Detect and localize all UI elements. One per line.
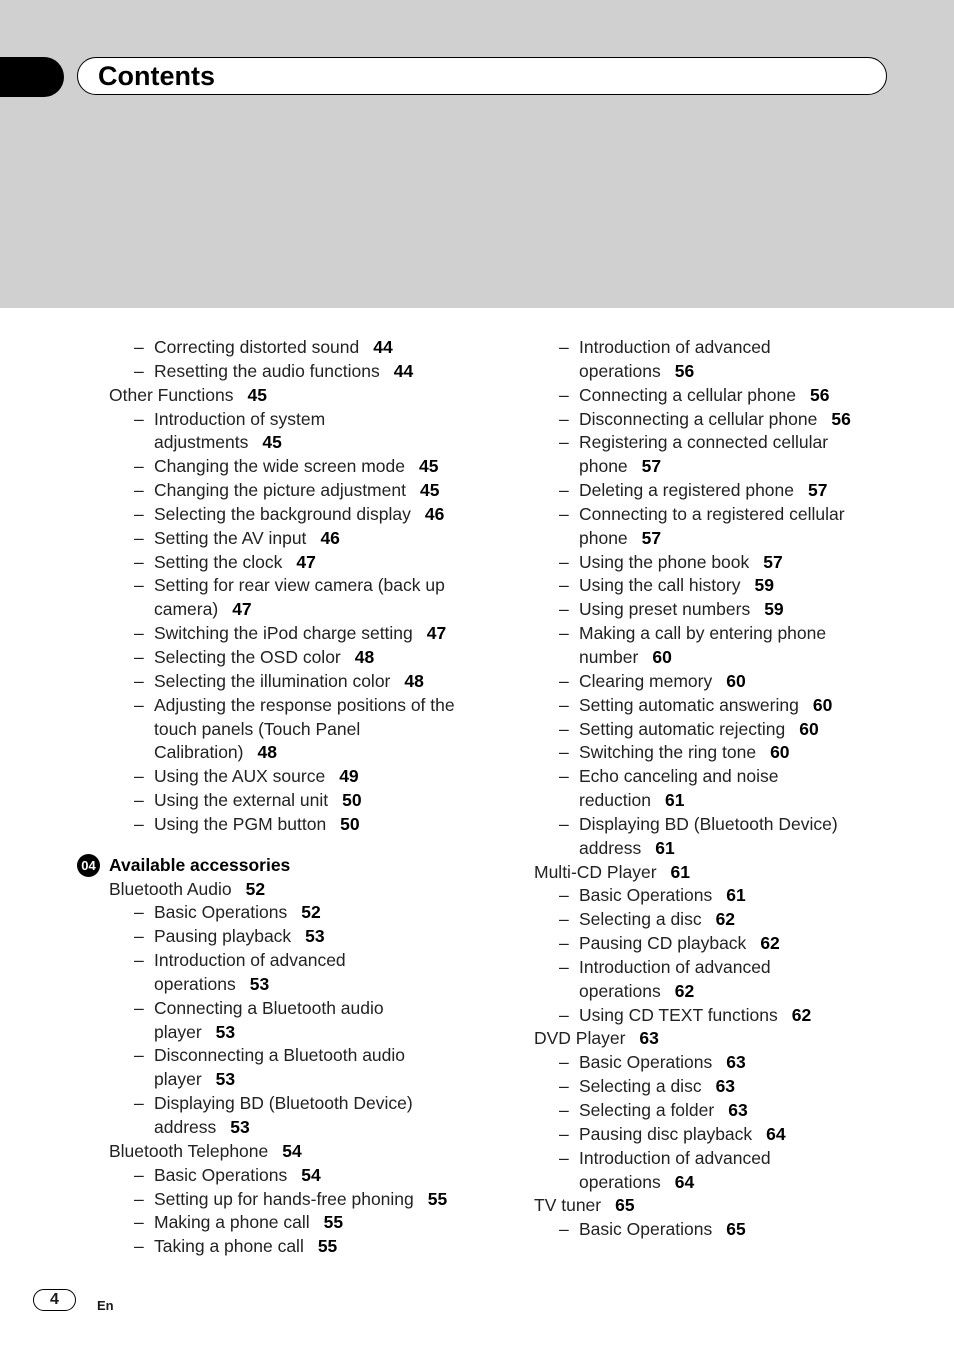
dash-marker: – — [134, 1045, 144, 1066]
toc-page-number: 50 — [342, 790, 362, 811]
toc-entry-label: Bluetooth Telephone — [109, 1140, 269, 1161]
toc-subentry[interactable] — [534, 574, 934, 598]
toc-entry-label: Using the PGM button — [154, 813, 327, 834]
toc-subentry[interactable] — [534, 837, 934, 861]
toc-entry[interactable] — [534, 1027, 934, 1051]
toc-page-number: 57 — [641, 456, 662, 477]
dash-marker: – — [134, 1164, 144, 1185]
toc-entry-label: adjustments — [154, 432, 249, 453]
toc-entry-label: Basic Operations — [579, 885, 713, 906]
dash-marker: – — [559, 813, 569, 834]
dash-marker: – — [134, 670, 144, 691]
toc-entry-label: operations — [579, 980, 661, 1001]
toc-page-number: 47 — [426, 623, 447, 644]
toc-entry-label: Correcting distorted sound — [154, 337, 360, 357]
toc-entry-label: Changing the picture adjustment — [154, 480, 406, 501]
toc-entry-label: Calibration) — [154, 742, 244, 763]
toc-page-number: 56 — [674, 360, 695, 381]
toc-page-number: 63 — [726, 1052, 746, 1073]
toc-entry-label: Setting automatic rejecting — [579, 718, 786, 739]
dash-marker: – — [134, 1212, 144, 1233]
dash-marker: – — [134, 337, 144, 357]
toc-subentry[interactable] — [534, 384, 934, 408]
toc-entry-label: Disconnecting a cellular phone — [579, 408, 818, 429]
toc-subentry[interactable] — [534, 1218, 934, 1242]
toc-subentry[interactable] — [109, 973, 529, 997]
toc-page-number: 49 — [339, 766, 359, 787]
toc-subentry[interactable] — [534, 1051, 934, 1075]
toc-subentry[interactable] — [109, 503, 529, 527]
dash-marker: – — [559, 432, 569, 453]
dash-marker: – — [134, 360, 144, 381]
toc-subentry[interactable] — [109, 670, 529, 694]
toc-page-number: 62 — [674, 980, 695, 1001]
toc-page-number: 60 — [726, 670, 746, 691]
toc-subentry[interactable] — [534, 741, 934, 765]
dash-marker: – — [134, 551, 144, 572]
toc-subentry[interactable] — [534, 551, 934, 575]
dash-marker: – — [134, 480, 144, 501]
toc-entry-label: Introduction of system — [154, 408, 326, 429]
toc-entry-label: Echo canceling and noise — [579, 766, 779, 787]
dash-marker: – — [559, 337, 569, 357]
toc-subentry[interactable] — [109, 997, 529, 1021]
dash-marker: – — [559, 408, 569, 429]
toc-subentry[interactable] — [534, 789, 934, 813]
toc-entry-label: Selecting a disc — [579, 1076, 702, 1097]
section-heading — [81, 854, 529, 878]
toc-subentry[interactable] — [109, 1021, 529, 1045]
toc-subentry[interactable] — [109, 949, 529, 973]
page-title: Contents — [98, 61, 215, 91]
toc-subentry[interactable] — [534, 479, 934, 503]
toc-page-number: 59 — [754, 575, 774, 596]
toc-page-number: 54 — [282, 1140, 302, 1161]
toc-page-number: 61 — [726, 885, 746, 906]
header-band — [0, 0, 954, 308]
toc-page-number: 53 — [305, 926, 325, 947]
toc-entry-label: operations — [579, 360, 661, 381]
dash-marker: – — [559, 623, 569, 644]
toc-entry-label: Pausing playback — [154, 926, 292, 947]
dash-marker: – — [134, 1093, 144, 1114]
toc-column-right — [534, 336, 934, 1242]
toc-subentry[interactable] — [534, 431, 934, 455]
toc-subentry[interactable] — [109, 431, 529, 455]
toc-entry-label: Pausing disc playback — [579, 1123, 753, 1144]
dash-marker: – — [559, 1100, 569, 1120]
toc-entry-label: Adjusting the response positions of the — [154, 694, 455, 715]
dash-marker: – — [559, 885, 569, 906]
toc-subentry[interactable] — [534, 1171, 934, 1195]
dash-marker: – — [559, 933, 569, 954]
section-title: Available accessories — [109, 854, 291, 875]
toc-entry-label: Setting the clock — [154, 551, 283, 572]
toc-subentry[interactable] — [109, 598, 529, 622]
toc-page-number: 52 — [301, 902, 321, 923]
toc-subentry[interactable] — [109, 1116, 529, 1140]
toc-page-number: 61 — [670, 861, 690, 882]
toc-subentry[interactable] — [534, 1123, 934, 1147]
toc-page-number: 62 — [715, 909, 736, 930]
dash-marker: – — [559, 599, 569, 620]
toc-entry-label: Selecting a folder — [579, 1100, 715, 1120]
dash-marker: – — [559, 1052, 569, 1073]
toc-entry-label: Introduction of advanced — [579, 956, 771, 977]
toc-entry-label: Selecting a disc — [579, 909, 702, 930]
toc-entry[interactable] — [109, 1140, 529, 1164]
dash-marker: – — [559, 766, 569, 787]
dash-marker: – — [559, 480, 569, 501]
dash-marker: – — [559, 384, 569, 405]
toc-entry-label: Setting up for hands-free phoning — [154, 1188, 414, 1209]
toc-page-number: 60 — [770, 742, 790, 763]
dash-marker: – — [134, 694, 144, 715]
toc-page-number: 61 — [665, 790, 685, 811]
toc-entry-label: Switching the ring tone — [579, 742, 757, 763]
dash-marker: – — [559, 503, 569, 524]
toc-entry-label: Basic Operations — [154, 1164, 288, 1185]
toc-entry-label: Taking a phone call — [154, 1236, 304, 1257]
toc-entry-label: Displaying BD (Bluetooth Device) — [579, 813, 838, 834]
toc-subentry[interactable] — [109, 479, 529, 503]
toc-entry-label: Selecting the background display — [154, 503, 411, 524]
toc-page-number: 55 — [427, 1188, 448, 1209]
toc-entry-label: player — [154, 1021, 202, 1042]
dash-marker: – — [134, 766, 144, 787]
toc-subentry[interactable] — [534, 765, 934, 789]
toc-subentry[interactable] — [534, 360, 934, 384]
dash-marker: – — [134, 646, 144, 667]
toc-subentry[interactable] — [534, 622, 934, 646]
dash-marker: – — [134, 926, 144, 947]
toc-subentry[interactable] — [109, 551, 529, 575]
dash-marker: – — [559, 1147, 569, 1168]
toc-subentry[interactable] — [109, 765, 529, 789]
toc-subentry[interactable] — [109, 455, 529, 479]
toc-entry-label: Deleting a registered phone — [579, 480, 795, 501]
title-box — [77, 57, 887, 95]
toc-entry[interactable] — [534, 1194, 934, 1218]
toc-page-number: 65 — [726, 1219, 746, 1240]
toc-page-number: 64 — [674, 1171, 695, 1192]
toc-subentry[interactable] — [109, 646, 529, 670]
toc-subentry[interactable] — [534, 932, 934, 956]
dash-marker: – — [134, 575, 144, 596]
toc-entry-label: Other Functions — [109, 384, 234, 405]
toc-entry-label: operations — [579, 1171, 661, 1192]
dash-marker: – — [134, 623, 144, 644]
toc-subentry[interactable] — [109, 694, 529, 718]
toc-page-number: 53 — [230, 1117, 250, 1137]
toc-subentry[interactable] — [534, 527, 934, 551]
dash-marker: – — [134, 503, 144, 524]
toc-page-number: 59 — [764, 599, 784, 620]
toc-page-number: 57 — [763, 551, 783, 572]
toc-page-number: 57 — [641, 527, 662, 548]
toc-subentry[interactable] — [109, 1044, 529, 1068]
toc-entry-label: Using preset numbers — [579, 599, 751, 620]
dash-marker: – — [559, 575, 569, 596]
toc-entry-label: Connecting a Bluetooth audio — [154, 997, 384, 1018]
toc-entry[interactable] — [109, 384, 529, 408]
toc-subentry[interactable] — [109, 1188, 529, 1212]
toc-entry-label: Bluetooth Audio — [109, 878, 232, 899]
toc-page-number: 60 — [799, 718, 819, 739]
toc-entry-label: Introduction of advanced — [579, 337, 771, 357]
toc-subentry[interactable] — [109, 741, 529, 765]
dash-marker: – — [559, 956, 569, 977]
toc-subentry[interactable] — [534, 336, 934, 360]
toc-entry-label: number — [579, 646, 639, 667]
toc-page-number: 45 — [247, 384, 267, 405]
toc-entry-label: Using the AUX source — [154, 766, 326, 787]
toc-subentry[interactable] — [534, 598, 934, 622]
toc-page-number: 52 — [245, 878, 266, 899]
toc-subentry[interactable] — [109, 1211, 529, 1235]
toc-subentry[interactable] — [534, 1099, 934, 1123]
toc-subentry[interactable] — [534, 408, 934, 432]
toc-subentry[interactable] — [534, 1075, 934, 1099]
toc-subentry[interactable] — [534, 718, 934, 742]
toc-entry-label: Introduction of advanced — [154, 950, 346, 971]
toc-subentry[interactable] — [109, 1068, 529, 1092]
section-tab — [0, 57, 64, 97]
toc-entry-label: Setting the AV input — [154, 527, 307, 548]
toc-entry[interactable] — [534, 861, 934, 885]
toc-entry-label: Pausing CD playback — [579, 933, 747, 954]
toc-page-number: 46 — [320, 527, 340, 548]
toc-entry-label: player — [154, 1069, 202, 1090]
dash-marker: – — [134, 408, 144, 429]
toc-subentry[interactable] — [109, 1164, 529, 1188]
dash-marker: – — [559, 742, 569, 763]
toc-page-number: 56 — [809, 384, 830, 405]
toc-entry-label: Using the external unit — [154, 790, 329, 811]
dash-marker: – — [559, 694, 569, 715]
dash-marker: – — [559, 718, 569, 739]
toc-entry-label: Multi-CD Player — [534, 861, 657, 882]
dash-marker: – — [559, 1123, 569, 1144]
toc-entry-label: TV tuner — [534, 1195, 602, 1216]
toc-subentry[interactable] — [109, 574, 529, 598]
toc-page-number: 60 — [812, 694, 833, 715]
toc-page-number: 53 — [215, 1069, 236, 1090]
toc-page-number: 54 — [301, 1164, 321, 1185]
toc-page-number: 45 — [419, 456, 439, 477]
toc-entry-label: camera) — [154, 599, 219, 620]
section-number-badge: 04 — [77, 854, 100, 877]
toc-entry-label: Clearing memory — [579, 670, 713, 691]
toc-entry-label: Setting for rear view camera (back up — [154, 575, 445, 596]
toc-entry-label: Introduction of advanced — [579, 1147, 771, 1168]
toc-subentry[interactable] — [534, 1147, 934, 1171]
toc-entry-label: Basic Operations — [154, 902, 288, 923]
dash-marker: – — [134, 527, 144, 548]
toc-entry-label: phone — [579, 527, 628, 548]
toc-page-number: 53 — [215, 1021, 236, 1042]
dash-marker: – — [559, 670, 569, 691]
toc-page-number: 45 — [262, 432, 282, 453]
toc-entry-label: Connecting a cellular phone — [579, 384, 796, 405]
toc-page-number: 44 — [393, 360, 414, 381]
toc-subentry[interactable] — [109, 813, 529, 837]
toc-subentry[interactable] — [534, 455, 934, 479]
toc-subentry[interactable] — [109, 527, 529, 551]
toc-page-number: 48 — [257, 742, 277, 763]
toc-subentry[interactable] — [534, 1004, 934, 1028]
toc-subentry[interactable] — [534, 503, 934, 527]
toc-entry-label: address — [579, 837, 642, 858]
toc-page-number: 50 — [340, 813, 360, 834]
toc-entry-label: Using the call history — [579, 575, 741, 596]
toc-subentry[interactable] — [534, 884, 934, 908]
toc-subentry[interactable] — [534, 670, 934, 694]
toc-page-number: 47 — [296, 551, 316, 572]
toc-column-left — [81, 336, 529, 1259]
dash-marker: – — [134, 790, 144, 811]
language-label: En — [97, 1298, 114, 1313]
dash-marker: – — [559, 1219, 569, 1240]
toc-page-number: 55 — [317, 1236, 338, 1257]
toc-page-number: 53 — [249, 973, 270, 994]
toc-entry-label: Changing the wide screen mode — [154, 456, 405, 477]
toc-subentry[interactable] — [534, 908, 934, 932]
toc-entry-label: touch panels (Touch Panel — [154, 718, 361, 739]
dash-marker: – — [134, 813, 144, 834]
toc-entry-label: operations — [154, 973, 236, 994]
page-number: 4 — [33, 1289, 76, 1311]
toc-subentry[interactable] — [109, 1235, 529, 1259]
toc-entry-label: Displaying BD (Bluetooth Device) — [154, 1093, 413, 1114]
toc-page-number: 62 — [791, 1004, 812, 1025]
toc-page-number: 57 — [808, 480, 828, 501]
toc-entry-label: Selecting the OSD color — [154, 646, 341, 667]
dash-marker: – — [134, 902, 144, 923]
dash-marker: – — [559, 909, 569, 930]
dash-marker: – — [134, 1188, 144, 1209]
toc-subentry[interactable] — [109, 789, 529, 813]
toc-page-number: 47 — [232, 599, 252, 620]
dash-marker: – — [559, 1076, 569, 1097]
toc-entry-label: Disconnecting a Bluetooth audio — [154, 1045, 406, 1066]
toc-subentry[interactable] — [534, 980, 934, 1004]
toc-page-number: 65 — [615, 1195, 635, 1216]
toc-subentry[interactable] — [534, 813, 934, 837]
toc-subentry[interactable] — [109, 408, 529, 432]
toc-entry-label: DVD Player — [534, 1028, 626, 1049]
dash-marker: – — [134, 950, 144, 971]
toc-subentry[interactable] — [109, 925, 529, 949]
dash-marker: – — [559, 551, 569, 572]
toc-page-number: 55 — [323, 1212, 344, 1233]
dash-marker: – — [134, 1236, 144, 1257]
toc-page-number: 64 — [766, 1123, 786, 1144]
toc-subentry[interactable] — [109, 1092, 529, 1116]
toc-entry[interactable] — [109, 878, 529, 902]
toc-entry-label: Making a phone call — [154, 1212, 310, 1233]
toc-page-number: 46 — [424, 503, 445, 524]
toc-page-number: 63 — [639, 1028, 659, 1049]
toc-page-number: 60 — [652, 646, 672, 667]
toc-subentry[interactable] — [534, 646, 934, 670]
toc-page-number: 48 — [354, 646, 375, 667]
toc-entry-label: Using CD TEXT functions — [579, 1004, 778, 1025]
toc-subentry[interactable] — [534, 956, 934, 980]
toc-entry-label: Switching the iPod charge setting — [154, 623, 413, 644]
toc-entry-label: Selecting the illumination color — [154, 670, 391, 691]
toc-entry-label: Connecting to a registered cellular — [579, 503, 845, 524]
toc-entry-label: Setting automatic answering — [579, 694, 799, 715]
toc-page-number: 63 — [715, 1076, 736, 1097]
toc-subentry[interactable] — [109, 336, 529, 360]
toc-entry-label: Using the phone book — [579, 551, 750, 572]
toc-page-number: 45 — [419, 480, 440, 501]
toc-page-number: 62 — [760, 933, 780, 954]
toc-subentry[interactable] — [109, 718, 529, 742]
toc-entry-label: Resetting the audio functions — [154, 360, 380, 381]
toc-entry-label: Basic Operations — [579, 1052, 713, 1073]
toc-entry-label: reduction — [579, 790, 651, 811]
toc-subentry[interactable] — [109, 901, 529, 925]
dash-marker: – — [559, 1004, 569, 1025]
toc-page-number: 63 — [728, 1100, 748, 1120]
dash-marker: – — [134, 997, 144, 1018]
toc-entry-label: Making a call by entering phone — [579, 623, 827, 644]
toc-page-number: 48 — [404, 670, 424, 691]
toc-entry-label: Basic Operations — [579, 1219, 713, 1240]
toc-entry-label: phone — [579, 456, 628, 477]
toc-subentry[interactable] — [534, 694, 934, 718]
toc-entry-label: address — [154, 1117, 217, 1137]
toc-subentry[interactable] — [109, 360, 529, 384]
toc-subentry[interactable] — [109, 622, 529, 646]
toc-page-number: 61 — [655, 837, 675, 858]
toc-page-number: 56 — [831, 408, 851, 429]
toc-page-number: 44 — [373, 337, 393, 357]
toc-entry-label: Registering a connected cellular — [579, 432, 829, 453]
dash-marker: – — [134, 456, 144, 477]
